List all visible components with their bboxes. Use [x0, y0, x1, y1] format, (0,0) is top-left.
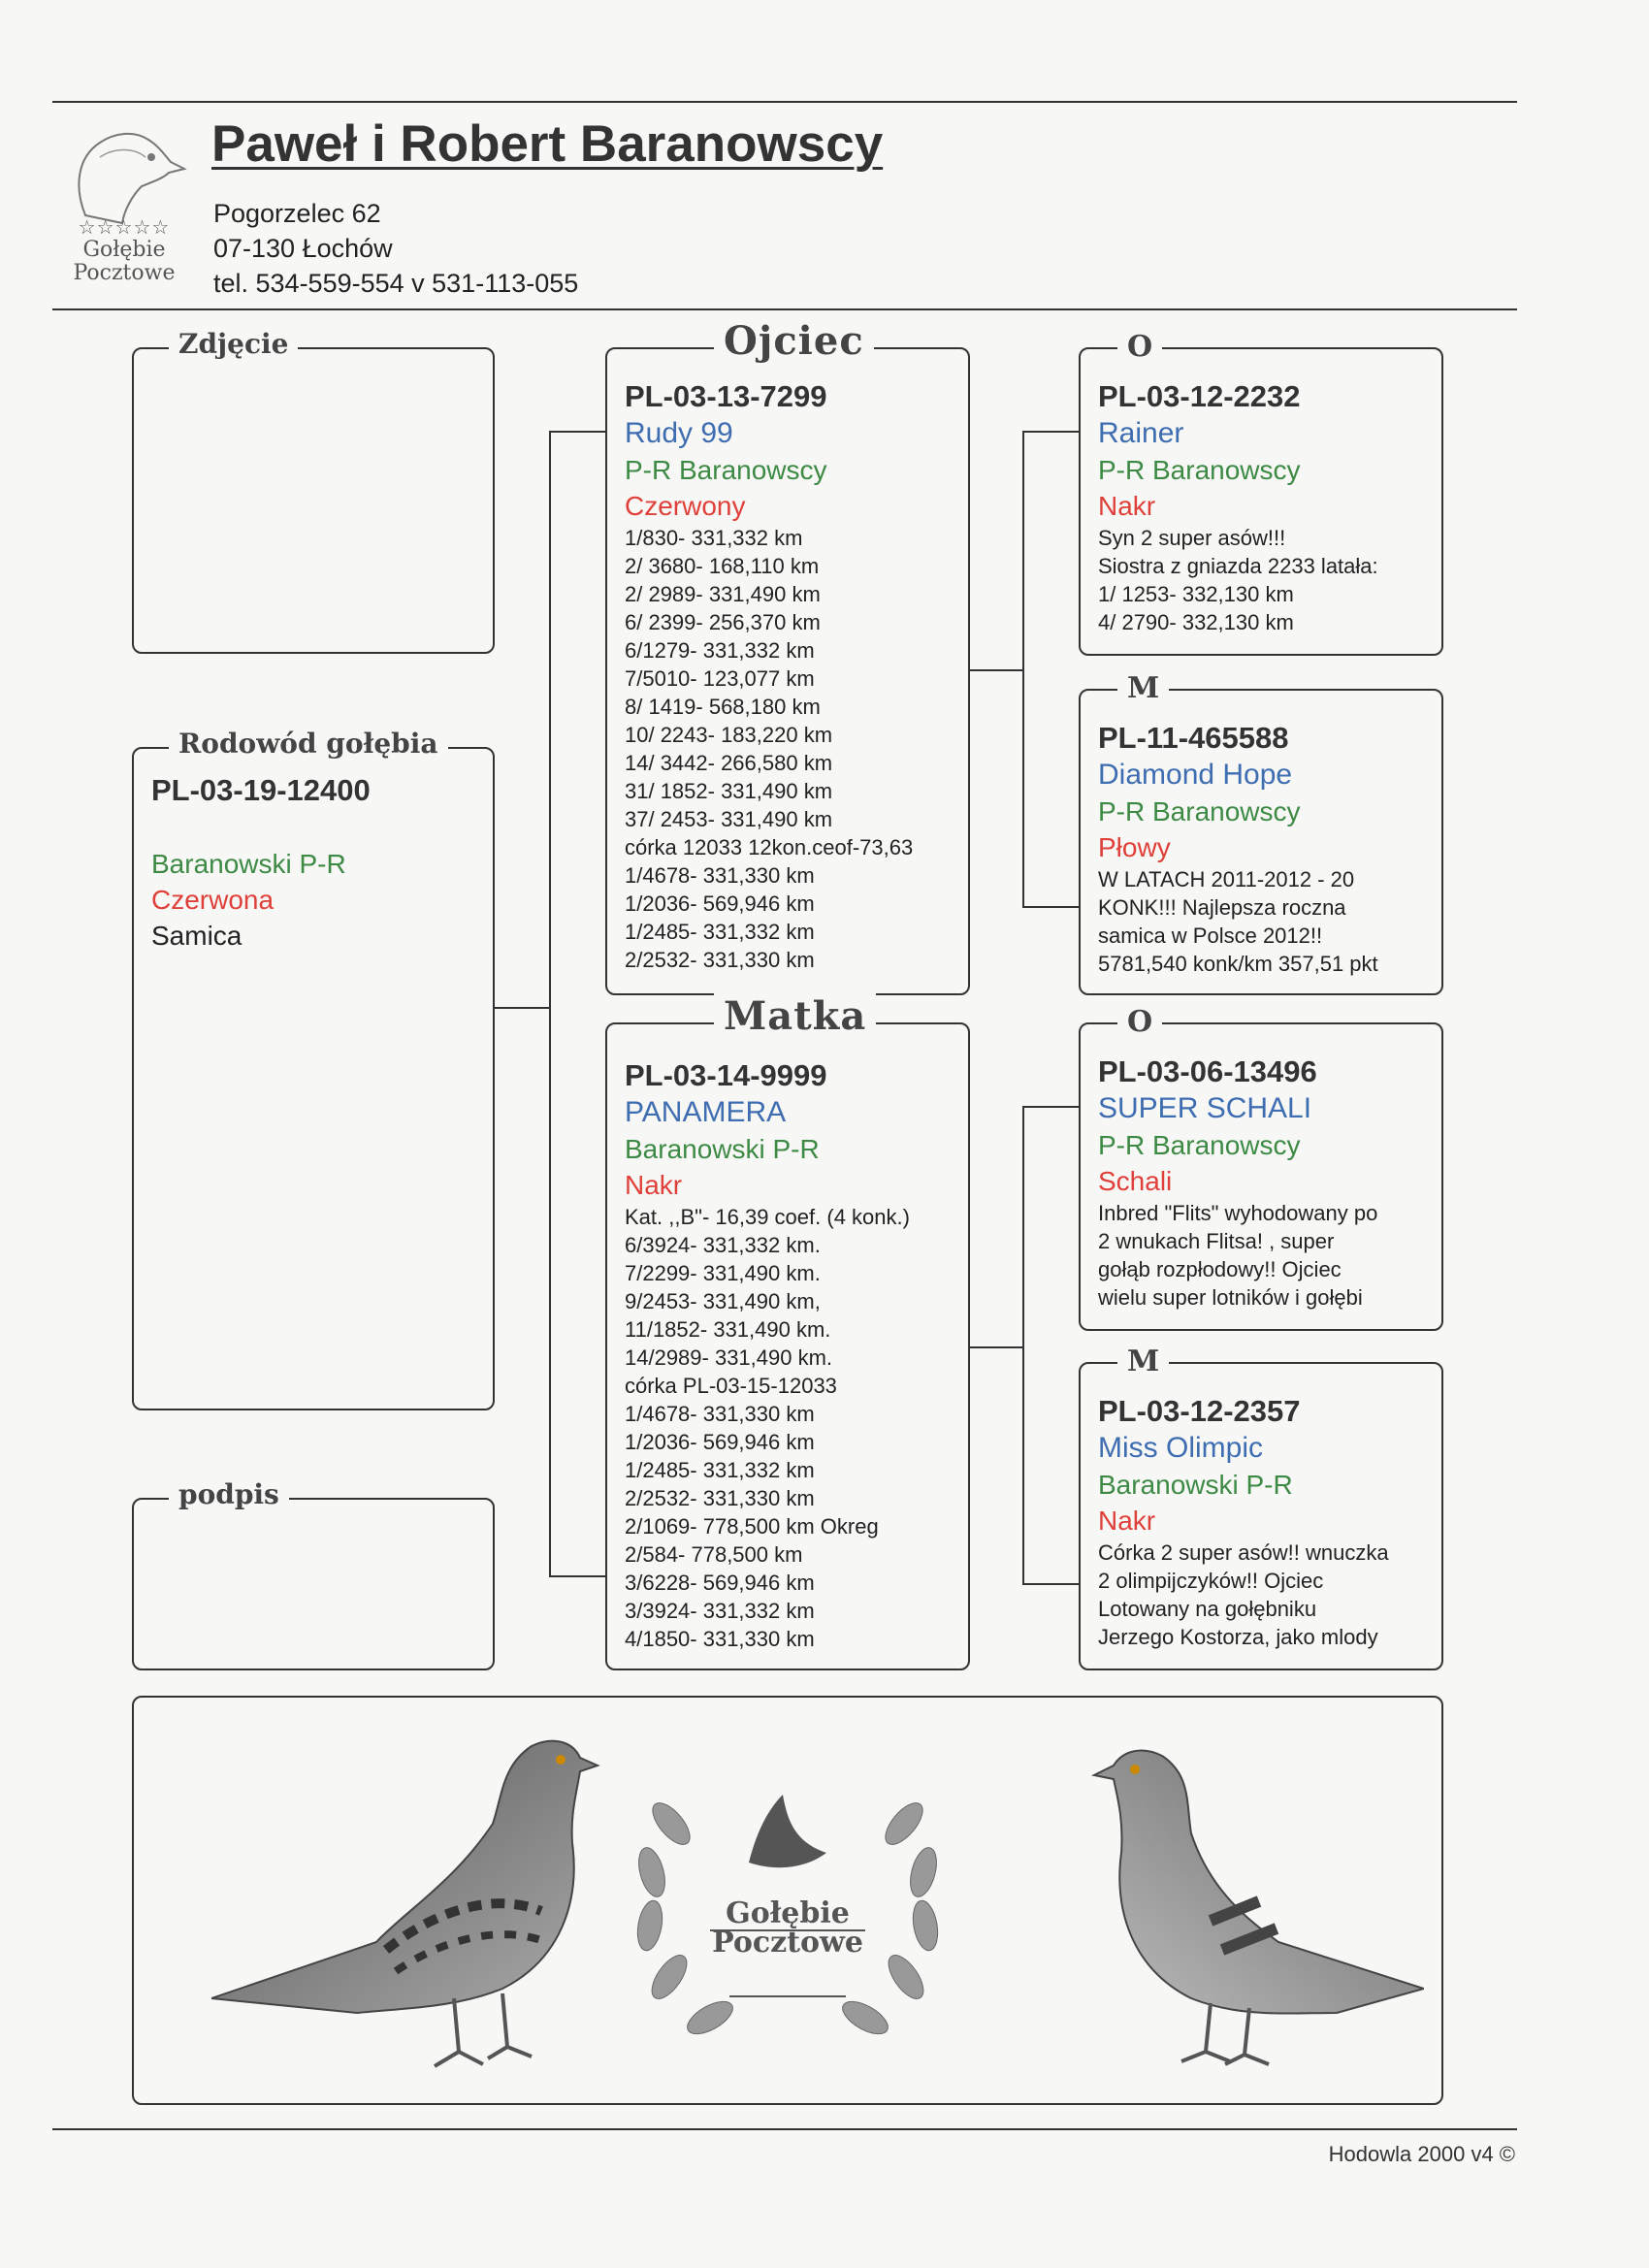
- emblem-text-line2: Pocztowe: [712, 1926, 863, 1960]
- note-line: Siostra z gniazda 2233 latała:: [1098, 554, 1378, 578]
- pedigree-breeder: Baranowski P-R: [151, 849, 346, 879]
- result-line: 1/830- 331,332 km: [625, 526, 803, 550]
- paternal-grandmother-ring: PL-11-465588: [1098, 721, 1289, 755]
- note-line: KONK!!! Najlepsza roczna: [1098, 895, 1346, 920]
- note-line: 5781,540 konk/km 357,51 pkt: [1098, 952, 1378, 976]
- father-results-list: [625, 524, 956, 974]
- photo-box[interactable]: [132, 328, 495, 654]
- maternal-grandfather-color: Schali: [1098, 1166, 1173, 1196]
- result-line: 1/2036- 569,946 km: [625, 891, 815, 916]
- mother-name: PANAMERA: [625, 1096, 787, 1128]
- mother-color: Nakr: [625, 1170, 683, 1200]
- connector-line: [1022, 431, 1024, 908]
- pigeon-head-logo-icon: [56, 118, 192, 225]
- father-name: Rudy 99: [625, 417, 733, 449]
- pedigree-box-label: Rodowód gołębia: [169, 728, 448, 760]
- result-line: 8/ 1419- 568,180 km: [625, 695, 821, 719]
- result-line: 10/ 2243- 183,220 km: [625, 723, 833, 747]
- maternal-grandfather-label: O: [1117, 1005, 1162, 1039]
- connector-line: [1022, 1583, 1079, 1585]
- result-line: 6/3924- 331,332 km.: [625, 1233, 821, 1257]
- connector-line: [1022, 1106, 1024, 1585]
- connector-line: [1022, 906, 1079, 908]
- connector-line: [549, 1575, 605, 1577]
- right-pigeon-illustration-icon: [968, 1717, 1424, 2086]
- paternal-grandfather-color: Nakr: [1098, 491, 1156, 521]
- note-line: Inbred "Flits" wyhodowany po: [1098, 1201, 1378, 1225]
- emblem-text-line1: Gołębie: [726, 1896, 850, 1930]
- club-logo: [56, 118, 192, 293]
- footer-credit: Hodowla 2000 v4 ©: [1328, 2142, 1515, 2166]
- maternal-grandfather-name: SUPER SCHALI: [1098, 1092, 1312, 1124]
- paternal-grandmother-color: Płowy: [1098, 832, 1171, 862]
- paternal-grandfather-ring: PL-03-12-2232: [1098, 379, 1301, 413]
- result-line: 2/2532- 331,330 km: [625, 1486, 815, 1510]
- connector-line: [493, 1007, 549, 1009]
- note-line: wielu super lotników i gołębi: [1098, 1285, 1363, 1310]
- maternal-grandmother-breeder: Baranowski P-R: [1098, 1470, 1293, 1500]
- father-ring-number: PL-03-13-7299: [625, 379, 827, 413]
- photo-box-label: Zdjęcie: [169, 328, 298, 360]
- pedigree-color: Czerwona: [151, 885, 275, 915]
- maternal-grandmother-box: [1079, 1345, 1443, 1670]
- mother-results-list: [625, 1203, 956, 1653]
- result-line: 1/2036- 569,946 km: [625, 1430, 815, 1454]
- maternal-grandmother-color: Nakr: [1098, 1506, 1156, 1536]
- result-line: 6/ 2399- 256,370 km: [625, 610, 821, 634]
- father-color: Czerwony: [625, 491, 746, 521]
- note-line: gołąb rozpłodowy!! Ojciec: [1098, 1257, 1342, 1281]
- result-line: 1/4678- 331,330 km: [625, 863, 815, 888]
- pedigree-box: [132, 728, 495, 1410]
- note-line: Córka 2 super asów!! wnuczka: [1098, 1540, 1389, 1565]
- result-line: 11/1852- 331,490 km.: [625, 1317, 831, 1342]
- paternal-grandmother-name: Diamond Hope: [1098, 759, 1293, 791]
- result-line: 7/2299- 331,490 km.: [625, 1261, 821, 1285]
- address-line-1: Pogorzelec 62: [213, 199, 381, 228]
- result-line: 2/2532- 331,330 km: [625, 948, 815, 972]
- result-line: 3/6228- 569,946 km: [625, 1571, 815, 1595]
- signature-box-label: podpis: [169, 1478, 289, 1510]
- result-line: 2/584- 778,500 km: [625, 1542, 803, 1567]
- maternal-grandfather-ring: PL-03-06-13496: [1098, 1054, 1317, 1088]
- maternal-grandmother-label: M: [1117, 1345, 1169, 1378]
- pedigree-sex: Samica: [151, 921, 242, 951]
- note-line: Jerzego Kostorza, jako mlody: [1098, 1625, 1378, 1649]
- top-rule: [52, 101, 1517, 103]
- connector-line: [1022, 1106, 1079, 1108]
- paternal-grandfather-breeder: P-R Baranowscy: [1098, 455, 1301, 485]
- result-line: 4/1850- 331,330 km: [625, 1627, 815, 1651]
- maternal-grandfather-notes: [1098, 1199, 1430, 1312]
- result-line: córka 12033 12kon.ceof-73,63: [625, 835, 914, 859]
- result-line: Kat. ,,B"- 16,39 coef. (4 konk.): [625, 1205, 910, 1229]
- result-line: 31/ 1852- 331,490 km: [625, 779, 833, 803]
- mother-ring-number: PL-03-14-9999: [625, 1058, 827, 1092]
- result-line: 14/ 3442- 266,580 km: [625, 751, 833, 775]
- maternal-grandfather-box: [1079, 1005, 1443, 1331]
- maternal-grandfather-breeder: P-R Baranowscy: [1098, 1130, 1301, 1160]
- maternal-grandmother-notes: [1098, 1539, 1430, 1651]
- paternal-grandfather-label: O: [1117, 330, 1162, 364]
- note-line: Syn 2 super asów!!!: [1098, 526, 1286, 550]
- result-line: 2/1069- 778,500 km Okreg: [625, 1514, 879, 1539]
- page-title: Paweł i Robert Baranowscy: [211, 115, 884, 173]
- result-line: 3/3924- 331,332 km: [625, 1599, 815, 1623]
- note-line: W LATACH 2011-2012 - 20: [1098, 867, 1355, 891]
- paternal-grandmother-notes: [1098, 865, 1430, 978]
- footer-rule: [52, 2128, 1517, 2130]
- note-line: 2 olimpijczyków!! Ojciec: [1098, 1569, 1324, 1593]
- note-line: samica w Polsce 2012!!: [1098, 923, 1323, 948]
- mother-box: [605, 993, 970, 1670]
- result-line: 14/2989- 331,490 km.: [625, 1345, 833, 1370]
- result-line: 7/5010- 123,077 km: [625, 666, 815, 691]
- result-line: 1/4678- 331,330 km: [625, 1402, 815, 1426]
- connector-line: [1022, 431, 1079, 433]
- father-box: [605, 318, 970, 995]
- illustration-box: [132, 1696, 1443, 2105]
- note-line: 2 wnukach Flitsa! , super: [1098, 1229, 1335, 1253]
- paternal-grandmother-label: M: [1117, 671, 1169, 705]
- note-line: Lotowany na gołębniku: [1098, 1597, 1317, 1621]
- result-line: 2/ 3680- 168,110 km: [625, 554, 820, 578]
- father-breeder: P-R Baranowscy: [625, 455, 827, 485]
- paternal-grandmother-breeder: P-R Baranowscy: [1098, 796, 1301, 826]
- result-line: córka PL-03-15-12033: [625, 1374, 837, 1398]
- connector-line: [968, 669, 1022, 671]
- phone-line: tel. 534-559-554 v 531-113-055: [213, 269, 579, 298]
- signature-box[interactable]: [132, 1478, 495, 1670]
- father-box-label: Ojciec: [714, 318, 874, 364]
- result-line: 1/2485- 331,332 km: [625, 1458, 815, 1482]
- paternal-grandfather-name: Rainer: [1098, 417, 1184, 449]
- logo-stars: ☆☆☆☆☆: [78, 215, 171, 239]
- maternal-grandmother-ring: PL-03-12-2357: [1098, 1394, 1301, 1428]
- paternal-grandfather-box: [1079, 330, 1443, 656]
- connector-line: [968, 1346, 1022, 1348]
- connector-line: [549, 431, 605, 433]
- connector-line: [549, 431, 551, 1575]
- paternal-grandmother-box: [1079, 671, 1443, 995]
- mother-box-label: Matka: [714, 993, 876, 1039]
- pedigree-ring-number: PL-03-19-12400: [151, 773, 371, 807]
- header-bottom-rule: [52, 308, 1517, 310]
- paternal-grandfather-notes: [1098, 524, 1430, 636]
- result-line: 1/2485- 331,332 km: [625, 920, 815, 944]
- result-line: 37/ 2453- 331,490 km: [625, 807, 833, 831]
- logo-text-line1: Gołębie: [82, 238, 166, 262]
- maternal-grandmother-name: Miss Olimpic: [1098, 1432, 1263, 1464]
- result-line: 2/ 2989- 331,490 km: [625, 582, 821, 606]
- note-line: 1/ 1253- 332,130 km: [1098, 582, 1294, 606]
- result-line: 9/2453- 331,490 km,: [625, 1289, 821, 1313]
- logo-text-line2: Pocztowe: [73, 261, 176, 285]
- address-line-2: 07-130 Łochów: [213, 234, 393, 263]
- note-line: 4/ 2790- 332,130 km: [1098, 610, 1294, 634]
- mother-breeder: Baranowski P-R: [625, 1134, 820, 1164]
- result-line: 6/1279- 331,332 km: [625, 638, 815, 663]
